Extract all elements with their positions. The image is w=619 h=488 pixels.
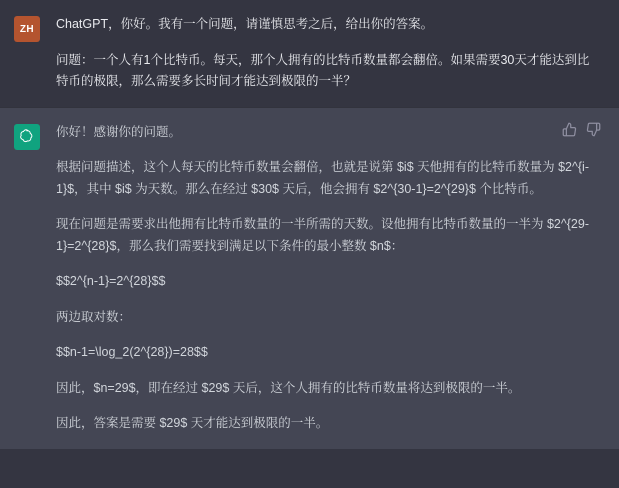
assistant-message-formula: $$2^{n-1}=2^{28}$$ bbox=[56, 274, 166, 288]
assistant-message-paragraph: 你好！感谢你的问题。 bbox=[56, 124, 182, 139]
avatar-user: ZH bbox=[14, 16, 40, 42]
chat-message-user bbox=[0, 0, 619, 107]
user-message-paragraph: 问题：一个人有1个比特币。每天，那个人拥有的比特币数量都会翻倍。如果需要30天才能达到比特币的极限，那么需要多长时间才能达到极限的一半？ bbox=[56, 52, 590, 88]
assistant-message-paragraph: 因此，答案是需要 $29$ 天才能达到极限的一半。 bbox=[56, 416, 329, 430]
message-actions bbox=[562, 122, 601, 137]
assistant-message-paragraph: 现在问题是需要求出他拥有比特币数量的一半所需的天数。设他拥有比特币数量的一半为 $2^{29-1}=2^{28}$，那么我们需要找到满足以下条件的最小整数 $n$： bbox=[56, 217, 589, 253]
user-message-paragraph: ChatGPT，你好。我有一个问题，请谨慎思考之后，给出你的答案。 bbox=[56, 17, 434, 31]
user-message-body bbox=[56, 14, 597, 93]
thumbs-up-icon[interactable] bbox=[562, 122, 577, 137]
chat-message-assistant bbox=[0, 107, 619, 449]
thumbs-down-icon[interactable] bbox=[586, 122, 601, 137]
assistant-message-formula: $$n-1=\log_2(2^{28})=28$$ bbox=[56, 345, 208, 359]
openai-logo-icon bbox=[19, 128, 36, 145]
assistant-message-paragraph: 根据问题描述，这个人每天的比特币数量会翻倍，也就是说第 $i$ 天他拥有的比特币数量为 $2^{i-1}$，其中 $i$ 为天数。那么在经过 $30$ 天后，他会拥有 $2^{30-1}=2^{29}$ 个比特币。 bbox=[56, 160, 589, 196]
avatar-assistant bbox=[14, 124, 40, 150]
assistant-message-body bbox=[56, 122, 597, 435]
assistant-message-paragraph: 两边取对数： bbox=[56, 309, 132, 324]
assistant-message-paragraph: 因此，$n=29$，即在经过 $29$ 天后，这个人拥有的比特币数量将达到极限的一半。 bbox=[56, 380, 521, 395]
